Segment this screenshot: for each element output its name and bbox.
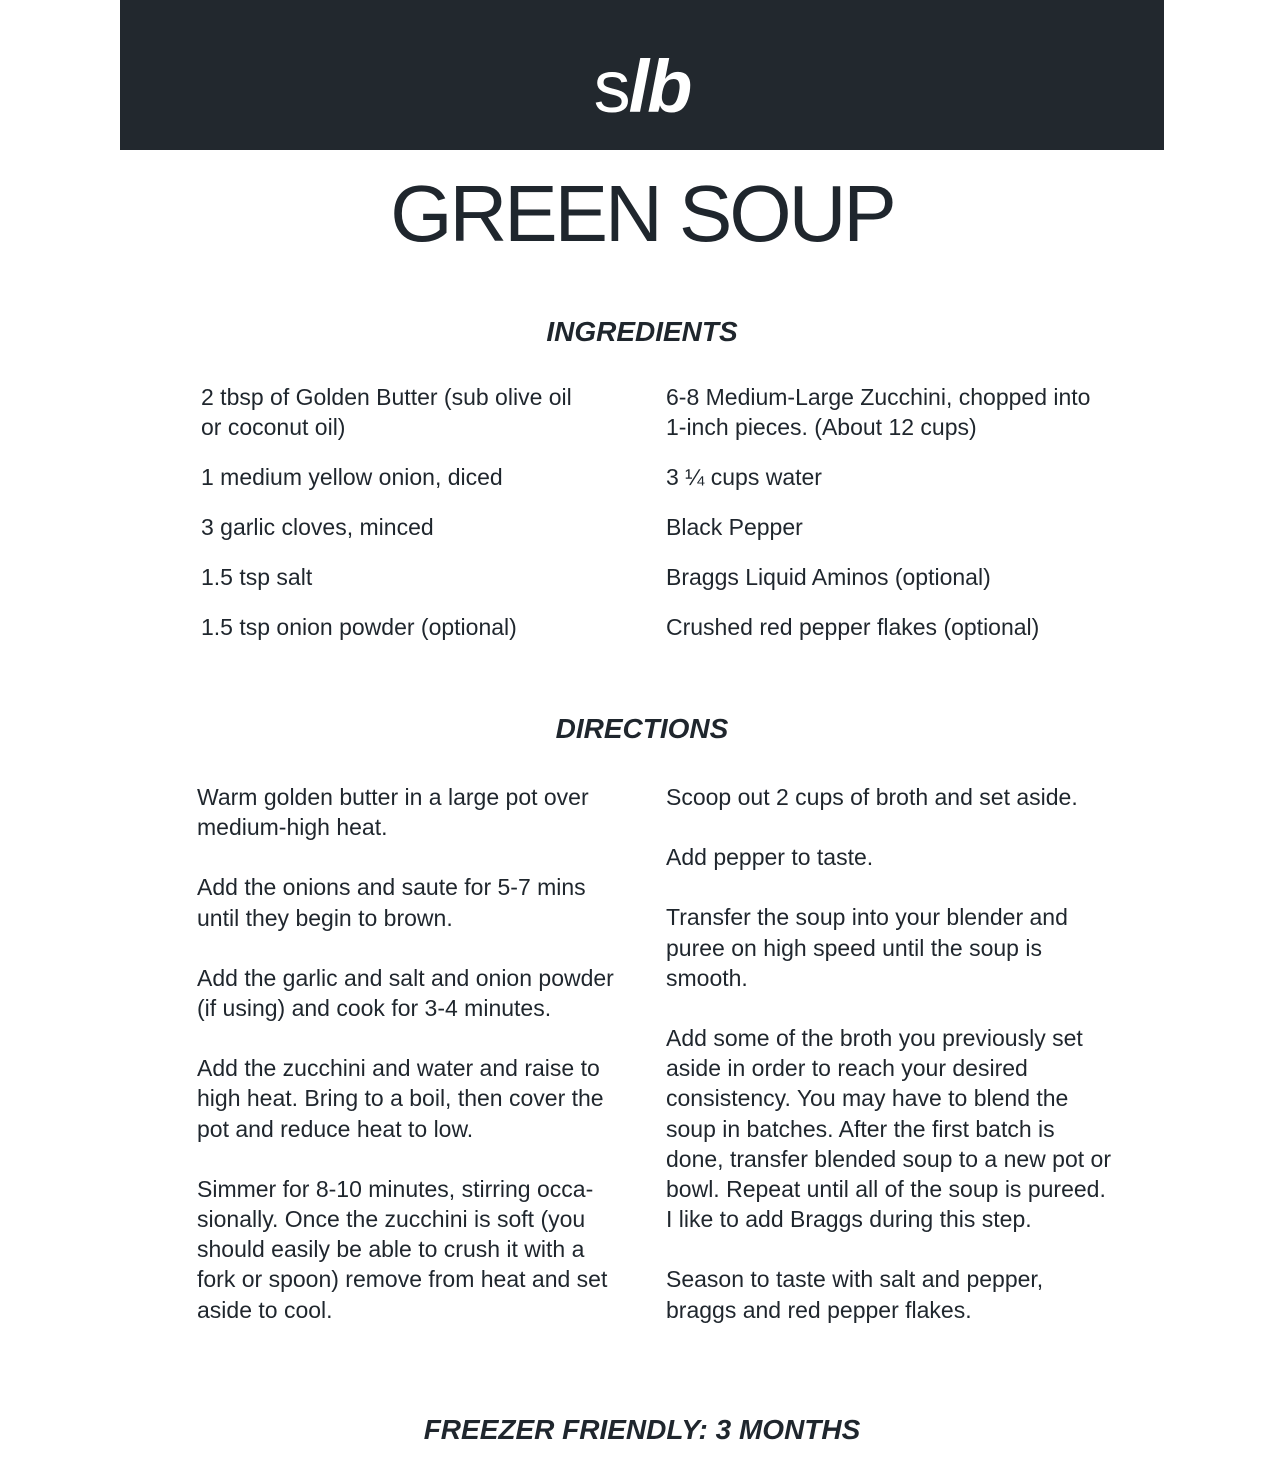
directions-left-column	[197, 782, 629, 1355]
directions-right-column	[666, 782, 1116, 1355]
direction-step: Add pepper to taste.	[666, 844, 874, 871]
logo-lb: lb	[628, 45, 691, 128]
direction-step: Transfer the soup into your blender and puree on high speed until the soup is smooth.	[666, 904, 1068, 991]
ingredient-item: 3 ¼ cups water	[666, 464, 822, 490]
ingredient-item: Crushed red pepper flakes (optional)	[666, 614, 1040, 640]
header-bar	[120, 0, 1164, 150]
ingredient-item: Black Pepper	[666, 514, 803, 540]
direction-step: Season to taste with salt and pepper, braggs and red pepper flakes.	[666, 1266, 1044, 1323]
logo-s: s	[593, 45, 629, 128]
ingredient-item: 1 medium yellow onion, diced	[201, 464, 503, 490]
ingredient-item: 1.5 tsp onion powder (optional)	[201, 614, 517, 640]
direction-step: Add some of the broth you previously set aside in order to reach your desired consistency. You may have to blend the soup in batches. After the first batch is done, transfer blended soup to a new pot or bowl. Repeat until all of the soup is pureed. I like to add Braggs during this step.	[666, 1025, 1111, 1233]
ingredient-item: 3 garlic cloves, minced	[201, 514, 434, 540]
direction-step: Add the zucchini and water and raise to high heat. Bring to a boil, then cover the pot and reduce heat to low.	[197, 1055, 604, 1142]
direction-step: Scoop out 2 cups of broth and set aside.	[666, 784, 1078, 810]
ingredient-item: Braggs Liquid Aminos (optional)	[666, 564, 991, 590]
directions-heading: DIRECTIONS	[555, 713, 729, 744]
ingredients-heading: INGREDIENTS	[546, 316, 738, 347]
recipe-title: GREEN SOUP	[390, 169, 894, 258]
direction-step: Warm golden butter in a large pot over medium-high heat.	[197, 784, 589, 841]
freezer-note: FREEZER FRIENDLY: 3 MONTHS	[423, 1414, 861, 1445]
brand-logo	[120, 44, 1164, 130]
ingredients-right-list	[666, 382, 1096, 662]
direction-step: Simmer for 8-10 minutes, stirring occa-sionally. Once the zucchini is soft (you should easily be able to crush it with a fork or spoon) remove from heat and set aside to cool.	[197, 1175, 608, 1323]
ingredient-item: 6-8 Medium-Large Zucchini, chopped into 1-inch pieces. (About 12 cups)	[666, 384, 1091, 440]
ingredient-item: 2 tbsp of Golden Butter (sub olive oil or coconut oil)	[201, 384, 572, 440]
direction-step: Add the garlic and salt and onion powder (if using) and cook for 3-4 minutes.	[197, 964, 614, 1022]
ingredient-item: 1.5 tsp salt	[201, 564, 313, 590]
direction-step: Add the onions and saute for 5-7 mins until they begin to brown.	[197, 874, 586, 931]
ingredients-left-list	[201, 382, 591, 662]
